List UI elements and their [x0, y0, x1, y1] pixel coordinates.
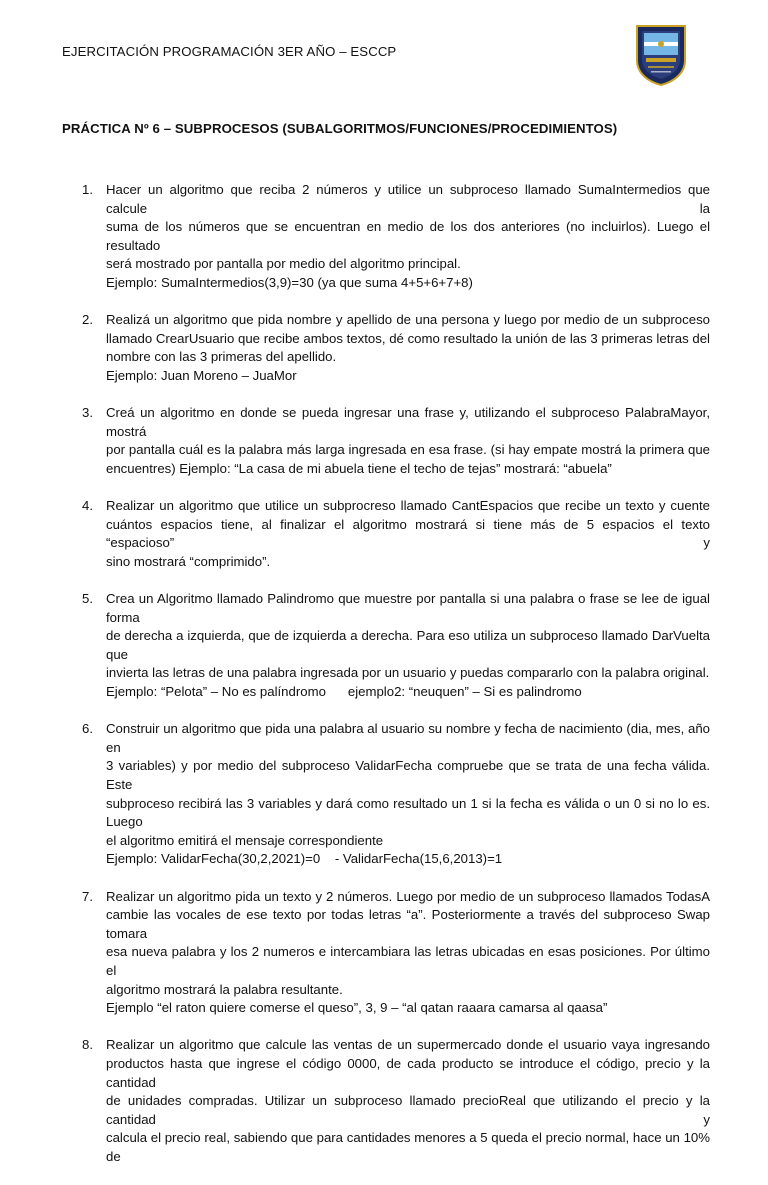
exercise-line: Realizar un algoritmo que utilice un subprocreso llamado CantEspacios que recibe un texto y cuente — [106, 498, 710, 514]
exercise-item-1 — [62, 181, 710, 293]
exercise-line: será mostrado por pantalla por medio del algoritmo principal. — [106, 256, 461, 272]
exercise-line: Crea un Algoritmo llamado Palindromo que muestre por pantalla si una palabra o frase se lee de igual forma — [106, 591, 710, 625]
exercise-item-6 — [62, 720, 710, 869]
exercise-list — [62, 181, 710, 1185]
exercise-number: 8. — [82, 1037, 93, 1053]
exercise-item-7 — [62, 888, 710, 1018]
page-title: PRÁCTICA Nº 6 – SUBPROCESOS (SUBALGORITMOS/FUNCIONES/PROCEDIMIENTOS) — [62, 121, 618, 136]
exercise-line: 3 variables) y por medio del subproceso ValidarFecha compruebe que se trata de una fecha válida. Este — [106, 758, 710, 792]
exercise-line: productos hasta que ingrese el código 0000, de cada producto se introduce el código, precio y la cantidad — [106, 1055, 710, 1090]
exercise-line: Realizar un algoritmo pida un texto y 2 números. Luego por medio de un subproceso llamados TodasA — [106, 888, 710, 904]
exercise-example: Ejemplo: ValidarFecha(30,2,2021)=0 - ValidarFecha(15,6,2013)=1 — [106, 851, 503, 867]
exercise-number: 5. — [82, 591, 93, 607]
exercise-line: por pantalla cuál es la palabra más larga ingresada en esa frase. (si hay empate mostrá la primera que — [106, 442, 710, 458]
exercise-line: nombre con las 3 primeras del apellido. — [106, 349, 337, 365]
exercise-item-3 — [62, 404, 710, 478]
exercise-line: cuántos espacios tiene, al finalizar el algoritmo mostrará si tiene más de 5 espacios el texto “espacioso” y — [106, 516, 710, 551]
exercise-example: Ejemplo “el raton quiere comerse el queso”, 3, 9 – “al qatan raaara camarsa al qaasa” — [106, 1000, 608, 1016]
exercise-line: llamado CrearUsuario que recibe ambos textos, dé como resultado la unión de las 3 primeras letras del — [106, 330, 710, 346]
exercise-line: esa nueva palabra y los 2 numeros e intercambiara las letras ubicadas en esas posiciones. Por último el — [106, 944, 710, 978]
exercise-example: Ejemplo: Juan Moreno – JuaMor — [106, 367, 297, 383]
exercise-item-8 — [62, 1036, 710, 1166]
exercise-number: 1. — [82, 182, 93, 197]
exercise-line: invierta las letras de una palabra ingresada por un usuario y puedas compararlo con la palabra original. — [106, 665, 710, 681]
exercise-line: suma de los números que se encuentran en medio de los dos anteriores (no incluirlos). Luego el resultado — [106, 219, 710, 253]
exercise-line: sino mostrará “comprimido”. — [106, 553, 271, 569]
exercise-line: Realizá un algoritmo que pida nombre y apellido de una persona y luego por medio de un subproceso — [106, 312, 710, 328]
exercise-number: 7. — [82, 888, 93, 904]
exercise-line: el algoritmo emitirá el mensaje correspondiente — [106, 832, 384, 848]
course-header: EJERCITACIÓN PROGRAMACIÓN 3ER AÑO – ESCCP — [62, 44, 397, 59]
exercise-item-5 — [62, 590, 710, 702]
exercise-number: 3. — [82, 405, 93, 421]
exercise-item-4 — [62, 497, 710, 571]
exercise-line: Hacer un algoritmo que reciba 2 números y utilice un subproceso llamado SumaIntermedios que calcule la — [106, 182, 710, 216]
exercise-line: cambie las vocales de ese texto por todas letras “a”. Posteriormente a través del subproceso Swap tomara — [106, 907, 710, 941]
exercise-line: de derecha a izquierda, que de izquierda a derecha. Para eso utiliza un subproceso llamado DarVuelta que — [106, 628, 710, 662]
exercise-line: de unidades compradas. Utilizar un subproceso llamado precioReal que utilizando el precio y la cantidad y — [106, 1093, 710, 1127]
exercise-line: Creá un algoritmo en donde se pueda ingresar una frase y, utilizando el subproceso PalabraMayor, mostrá — [106, 405, 710, 439]
exercise-item-2 — [62, 311, 710, 385]
exercise-number: 2. — [82, 312, 93, 328]
exercise-line: Realizar un algoritmo que calcule las ventas de un supermercado donde el usuario vaya ingresando — [106, 1037, 710, 1053]
exercise-number: 6. — [82, 721, 93, 737]
exercise-line: Construir un algoritmo que pida una palabra al usuario su nombre y fecha de nacimiento (dia, mes, año en — [106, 721, 710, 755]
exercise-line: calcula el precio real, sabiendo que para cantidades menores a 5 queda el precio normal, hace un 10% de — [106, 1130, 710, 1164]
school-crest-icon — [633, 22, 689, 86]
exercise-example: Ejemplo: “Pelota” – No es palíndromo ejemplo2: “neuquen” – Si es palindromo — [106, 684, 582, 700]
exercise-example: Ejemplo: SumaIntermedios(3,9)=30 (ya que suma 4+5+6+7+8) — [106, 274, 473, 290]
exercise-line: encuentres) Ejemplo: “La casa de mi abuela tiene el techo de tejas” mostrará: “abuela” — [106, 460, 612, 476]
exercise-line: subproceso recibirá las 3 variables y dará como resultado un 1 si la fecha es válida o un 0 si no lo es. Luego — [106, 795, 710, 830]
exercise-line: algoritmo mostrará la palabra resultante. — [106, 981, 343, 997]
exercise-number: 4. — [82, 498, 93, 514]
